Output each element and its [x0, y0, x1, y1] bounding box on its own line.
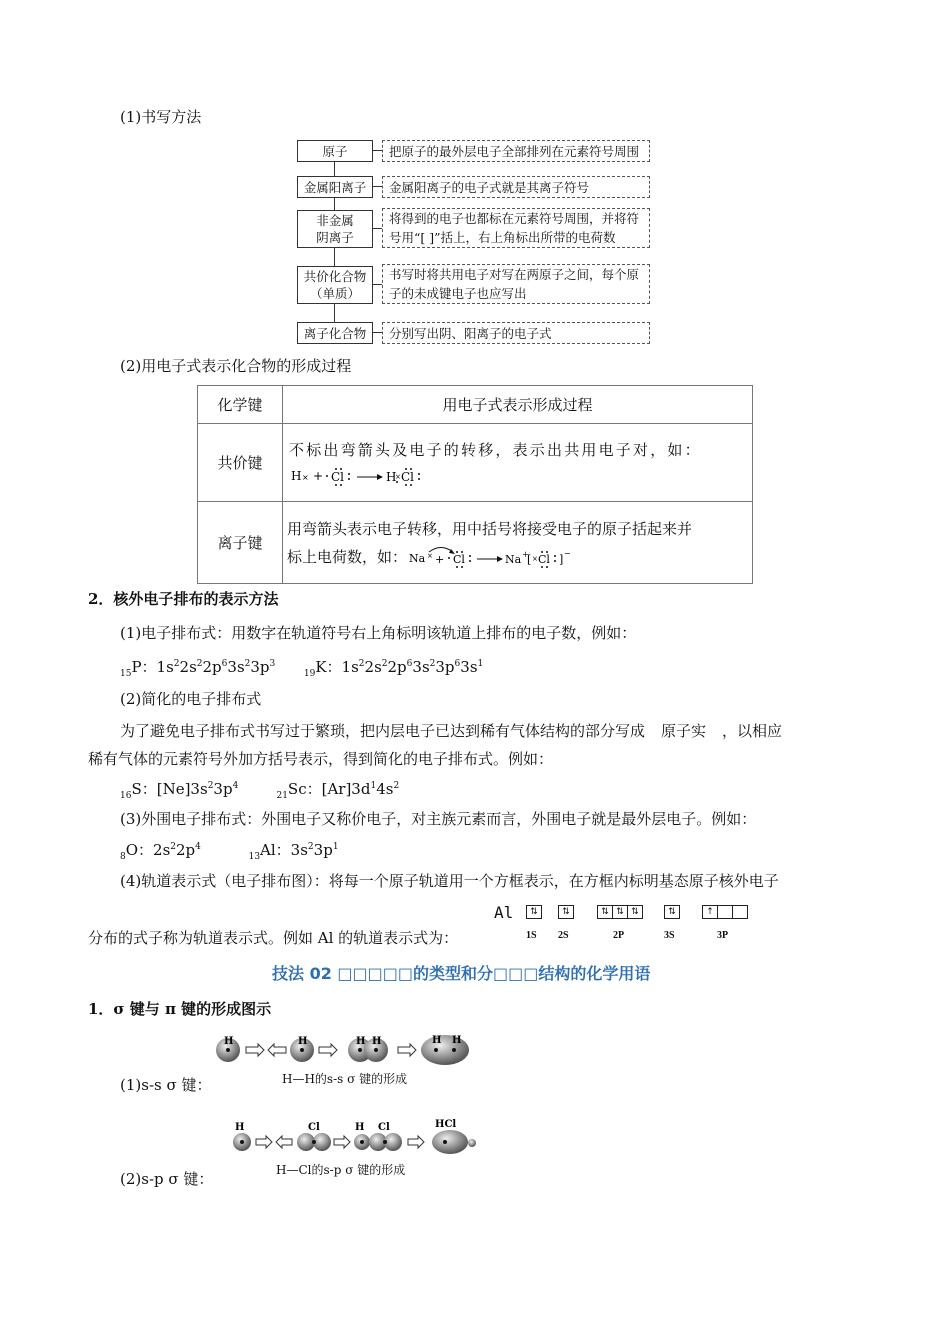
formula-h: H [291, 468, 302, 483]
ss-atom-h1: H [224, 1036, 234, 1047]
sp-sigma-caption: H—Cl的s-p σ 键的形成 [276, 1163, 406, 1177]
formula-h2: H [386, 469, 397, 484]
ss-atom-h4: H [372, 1036, 382, 1047]
para-writing-method: (1)书写方法 [120, 108, 202, 126]
flow-right-atom: 把原子的最外层电子全部排列在元素符号周围 [382, 140, 650, 162]
orbital-label-2s: 2S [558, 930, 569, 941]
table-text-ionic-1: 用弯箭头表示电子转移，用中括号将接受电子的原子括起来并 [287, 519, 693, 538]
para-orbital-diagram-2: 分布的式子称为轨道表示式。例如 Al 的轨道表示式为： [88, 929, 459, 947]
flow-right-covalent: 书写时将共用电子对写在两原子之间，每个原子的未成键电子也应写出 [382, 264, 650, 304]
flow-left-nonmetal-anion: 非金属 阴离子 [297, 210, 373, 248]
flow-spine [334, 161, 335, 176]
label-ss-sigma: (1)s-s σ 键： [120, 1076, 212, 1094]
ss-atom-h2: H [298, 1036, 308, 1047]
ss-atom-h3: H [356, 1036, 366, 1047]
para-simplified-desc-1: 为了避免电子排布式书写过于繁琐，把内层电子已达到稀有气体结构的部分写成 原子实 ，以相应 [120, 722, 783, 740]
formula-cl4: Cl [538, 552, 550, 566]
svg-text:−: − [564, 548, 571, 558]
section-title-electron-config: 2．核外电子排布的表示方法 [88, 590, 279, 608]
flow-connector [372, 228, 382, 229]
flow-connector [372, 186, 382, 187]
svg-text:+: + [435, 552, 445, 566]
flow-left-covalent: 共价化合物 （单质） [297, 266, 373, 304]
sp-atom-cl1: Cl [308, 1122, 320, 1133]
sp-atom-cl2: Cl [378, 1122, 390, 1133]
svg-text:×: × [532, 554, 538, 563]
flow-right-ionic: 分别写出阴、阳离子的电子式 [382, 322, 650, 344]
bond-table [197, 385, 753, 584]
ss-atom-h5: H [432, 1035, 442, 1046]
example-p-k: $_{15}$P：$1s^22s^22p^63s^23p^3$ $_{19}$K：$1s^22s^22p^63s^23p^63s^1$ [120, 658, 484, 679]
formula-cl2: Cl [401, 469, 415, 484]
flow-right-metal-cation: 金属阳离子的电子式就是其离子符号 [382, 176, 650, 198]
covalent-formula-svg [289, 463, 449, 489]
para-simplified: (2)简化的电子排布式 [120, 690, 262, 708]
table-header-bond: 化学键 [198, 386, 283, 424]
covalent-formula [289, 463, 746, 489]
para-valence: (3)外围电子排布式：外围电子又称价电子，对主族元素而言，外围电子就是最外层电子。例如： [120, 810, 757, 828]
ss-sigma-diagram [212, 1030, 482, 1070]
example-s-sc: $_{16}$S：$[Ne]3s^23p^4$ $_{21}$Sc：$[Ar]3d^14s^2$ [120, 780, 400, 801]
para-formation-process: (2)用电子式表示化合物的形成过程 [120, 357, 352, 375]
table-text-covalent: 不标出弯箭头及电子的转移，表示出共用电子对，如： [289, 440, 702, 459]
technique-heading: 技法 02 □□□□□的类型和分□□□结构的化学用语 [272, 964, 651, 983]
orbital-1s: ⇅ [526, 905, 541, 919]
sp-molecule-hcl: HCl [435, 1119, 457, 1130]
section-title-sigma-pi: 1．σ 键与 π 键的形成图示 [88, 1000, 272, 1018]
ionic-formula-svg [407, 544, 577, 570]
table-text-ionic-2: 标上电荷数，如： [287, 547, 408, 566]
para-orbital-diagram: (4)轨道表示式（电子排布图）：将每一个原子轨道用一个方框表示，在方框内标明基态原子核外电子 [120, 872, 779, 890]
flow-connector [372, 284, 382, 285]
flow-connector [372, 332, 382, 333]
table-header-process: 用电子式表示形成过程 [283, 386, 753, 424]
flow-left-atom: 原子 [297, 140, 373, 162]
orbital-label-3s: 3S [664, 930, 675, 941]
orbital-3p: ↑ [702, 905, 747, 919]
para-simplified-desc-2: 稀有气体的元素符号外加方括号表示，得到简化的电子排布式。例如： [88, 750, 554, 768]
ss-sigma-caption: H—H的s-s σ 键的形成 [282, 1072, 408, 1086]
sp-sigma-diagram [230, 1118, 480, 1158]
svg-text:[: [ [527, 552, 532, 566]
orbital-2s: ⇅ [558, 905, 573, 919]
formula-na2: Na [505, 552, 522, 566]
table-label-covalent: 共价键 [198, 424, 283, 502]
flow-right-nonmetal-anion: 将得到的电子也都标在元素符号周围，并将符号用“[ ]”括上，右上角标出所带的电荷数 [382, 208, 650, 248]
formula-cl: Cl [331, 469, 345, 484]
svg-text:]: ] [559, 552, 564, 566]
orbital-element: Al [494, 903, 514, 922]
svg-text:+: + [522, 549, 529, 559]
orbital-3s: ⇅ [664, 905, 679, 919]
label-sp-sigma: (2)s-p σ 键： [120, 1170, 214, 1188]
svg-text:+: + [313, 468, 324, 483]
flow-connector [372, 150, 382, 151]
example-o-al: $_8$O：$2s^22p^4$ $_{13}$Al：$3s^23p^1$ [120, 841, 339, 862]
svg-text:×: × [302, 472, 309, 482]
orbital-label-1s: 1S [526, 930, 537, 941]
sp-atom-h1: H [235, 1122, 245, 1133]
svg-text:×: × [395, 472, 401, 481]
flow-spine [334, 247, 335, 266]
ss-atom-h6: H [452, 1035, 462, 1046]
formula-cl3: Cl [453, 552, 465, 566]
flow-left-metal-cation: 金属阳离子 [297, 176, 373, 198]
sp-atom-h2: H [355, 1122, 365, 1133]
orbital-label-2p: 2P [613, 930, 625, 941]
flow-left-ionic: 离子化合物 [297, 322, 373, 344]
table-label-ionic: 离子键 [198, 502, 283, 584]
orbital-2p: ⇅ ⇅ ⇅ [597, 905, 642, 919]
orbital-label-3p: 3P [717, 930, 729, 941]
formula-na: Na [409, 551, 426, 565]
svg-text:×: × [427, 551, 433, 560]
flow-spine [334, 303, 335, 322]
para-config-formula: (1)电子排布式：用数字在轨道符号右上角标明该轨道上排布的电子数，例如： [120, 624, 637, 642]
flow-spine [334, 197, 335, 210]
